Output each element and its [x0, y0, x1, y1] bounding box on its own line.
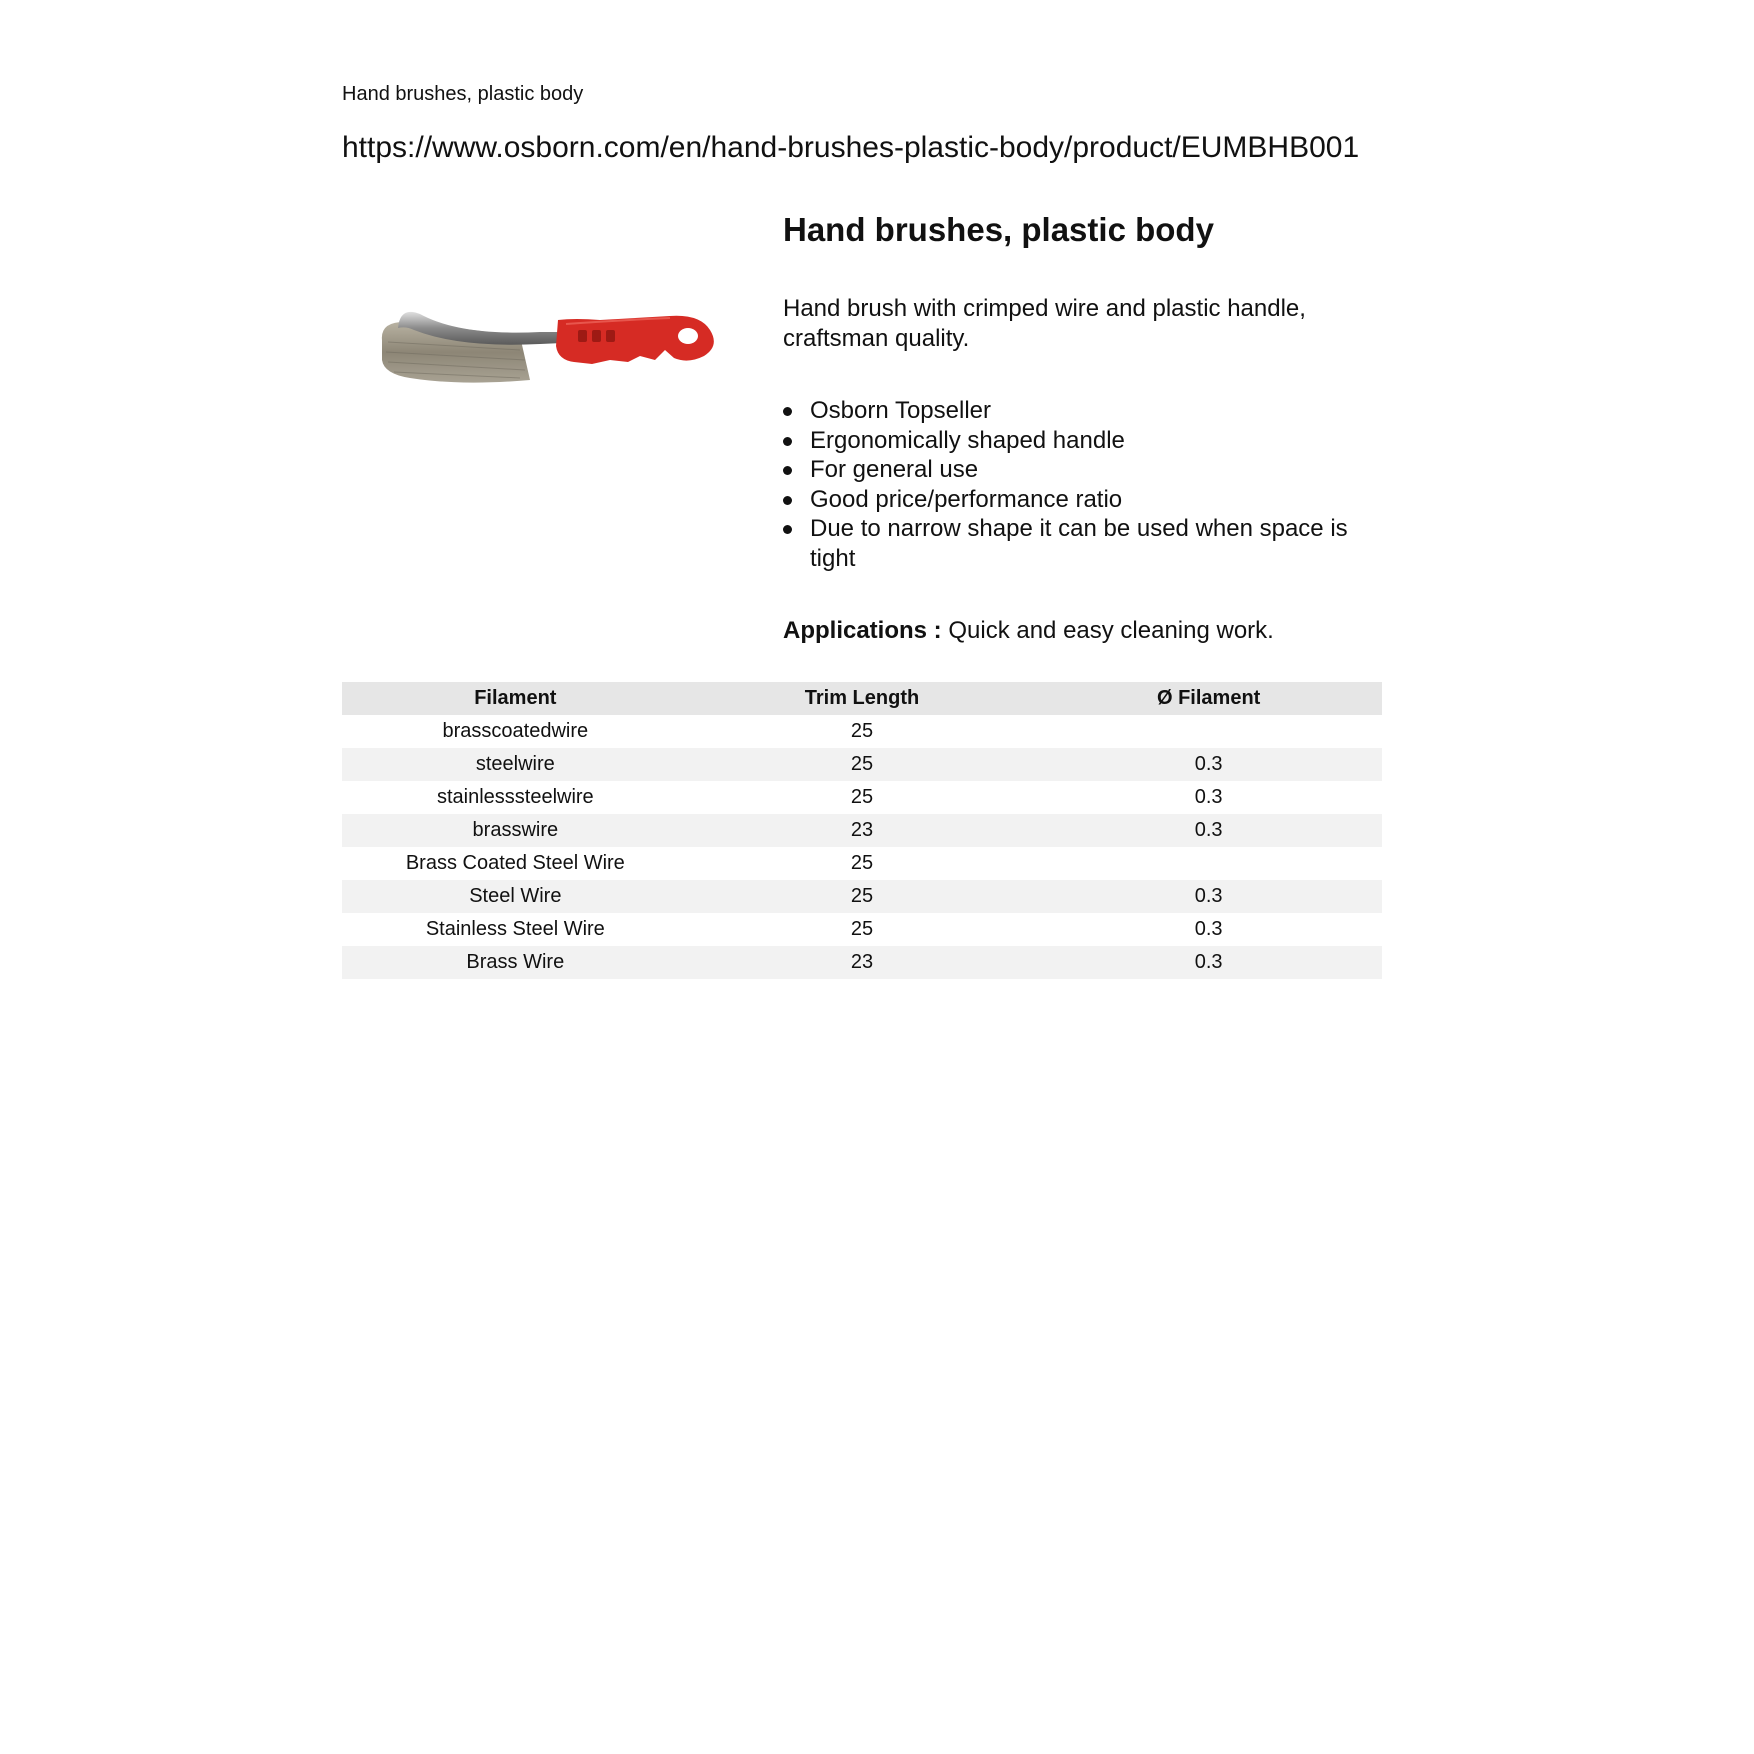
table-row — [342, 715, 1382, 748]
spec-table — [342, 682, 1382, 979]
cell-trim-length: 25 — [689, 748, 1036, 781]
cell-trim-length: 25 — [850, 852, 874, 874]
cell-filament-diameter: 0.3 — [1194, 786, 1223, 808]
product-url[interactable]: https://www.osborn.com/en/hand-brushes-plastic-body/product/EUMBHB001 — [342, 131, 1360, 164]
cell-filament-diameter: 0.3 — [1194, 918, 1223, 940]
cell-trim-length: 23 — [689, 814, 1036, 847]
red-plastic-handle — [556, 316, 714, 364]
cell-filament-diameter: 0.3 — [1035, 748, 1382, 781]
feature-item: Osborn Topseller — [783, 396, 1383, 426]
cell-filament-diameter — [1035, 847, 1382, 880]
cell-filament: Brass Wire — [342, 946, 689, 979]
cell-filament: Stainless Steel Wire — [425, 918, 605, 940]
table-row — [342, 913, 1382, 946]
bullet-icon — [783, 525, 792, 534]
applications — [783, 616, 1383, 646]
bullet-icon — [783, 437, 792, 446]
cell-filament: steelwire — [342, 748, 689, 781]
cell-filament-diameter: 0.3 — [1035, 946, 1382, 979]
table-row — [342, 880, 1382, 913]
column-header-filament: Filament — [342, 682, 689, 715]
feature-item: Ergonomically shaped handle — [783, 426, 1383, 456]
cell-trim-length: 25 — [850, 918, 874, 940]
product-info — [783, 208, 1383, 646]
table-row — [342, 748, 1382, 781]
bullet-icon — [783, 407, 792, 416]
table-header-row — [342, 682, 1382, 715]
table-row — [342, 946, 1382, 979]
feature-item: Good price/performance ratio — [783, 485, 1383, 515]
column-header-trim-length: Trim Length — [689, 682, 1036, 715]
cell-trim-length: 25 — [689, 880, 1036, 913]
cell-filament-diameter: 0.3 — [1035, 814, 1382, 847]
cell-filament-diameter — [1035, 715, 1382, 748]
cell-trim-length: 25 — [850, 786, 874, 808]
applications-text: Quick and easy cleaning work. — [948, 617, 1274, 644]
applications-label: Applications : — [783, 617, 942, 644]
document-header-title: Hand brushes, plastic body — [342, 83, 584, 105]
cell-filament: stainlesssteelwire — [436, 786, 594, 808]
cell-filament: brasscoatedwire — [442, 720, 589, 742]
table-row — [342, 781, 1382, 814]
bullet-icon — [783, 496, 792, 505]
table-row — [342, 814, 1382, 847]
bullet-icon — [783, 466, 792, 475]
feature-list — [783, 396, 1383, 573]
cell-filament: Steel Wire — [342, 880, 689, 913]
product-description: Hand brush with crimped wire and plastic handle, craftsman quality. — [783, 295, 1306, 352]
cell-trim-length: 23 — [689, 946, 1036, 979]
cell-filament-diameter: 0.3 — [1035, 880, 1382, 913]
feature-item: Due to narrow shape it can be used when space is tight — [783, 514, 1383, 573]
product-image — [370, 290, 720, 440]
column-header-filament-diameter: Ø Filament — [1035, 682, 1382, 715]
product-title: Hand brushes, plastic body — [783, 211, 1214, 248]
cell-trim-length: 25 — [850, 720, 874, 742]
cell-filament: brasswire — [342, 814, 689, 847]
cell-filament: Brass Coated Steel Wire — [405, 852, 625, 874]
feature-item: For general use — [783, 455, 1383, 485]
table-row — [342, 847, 1382, 880]
